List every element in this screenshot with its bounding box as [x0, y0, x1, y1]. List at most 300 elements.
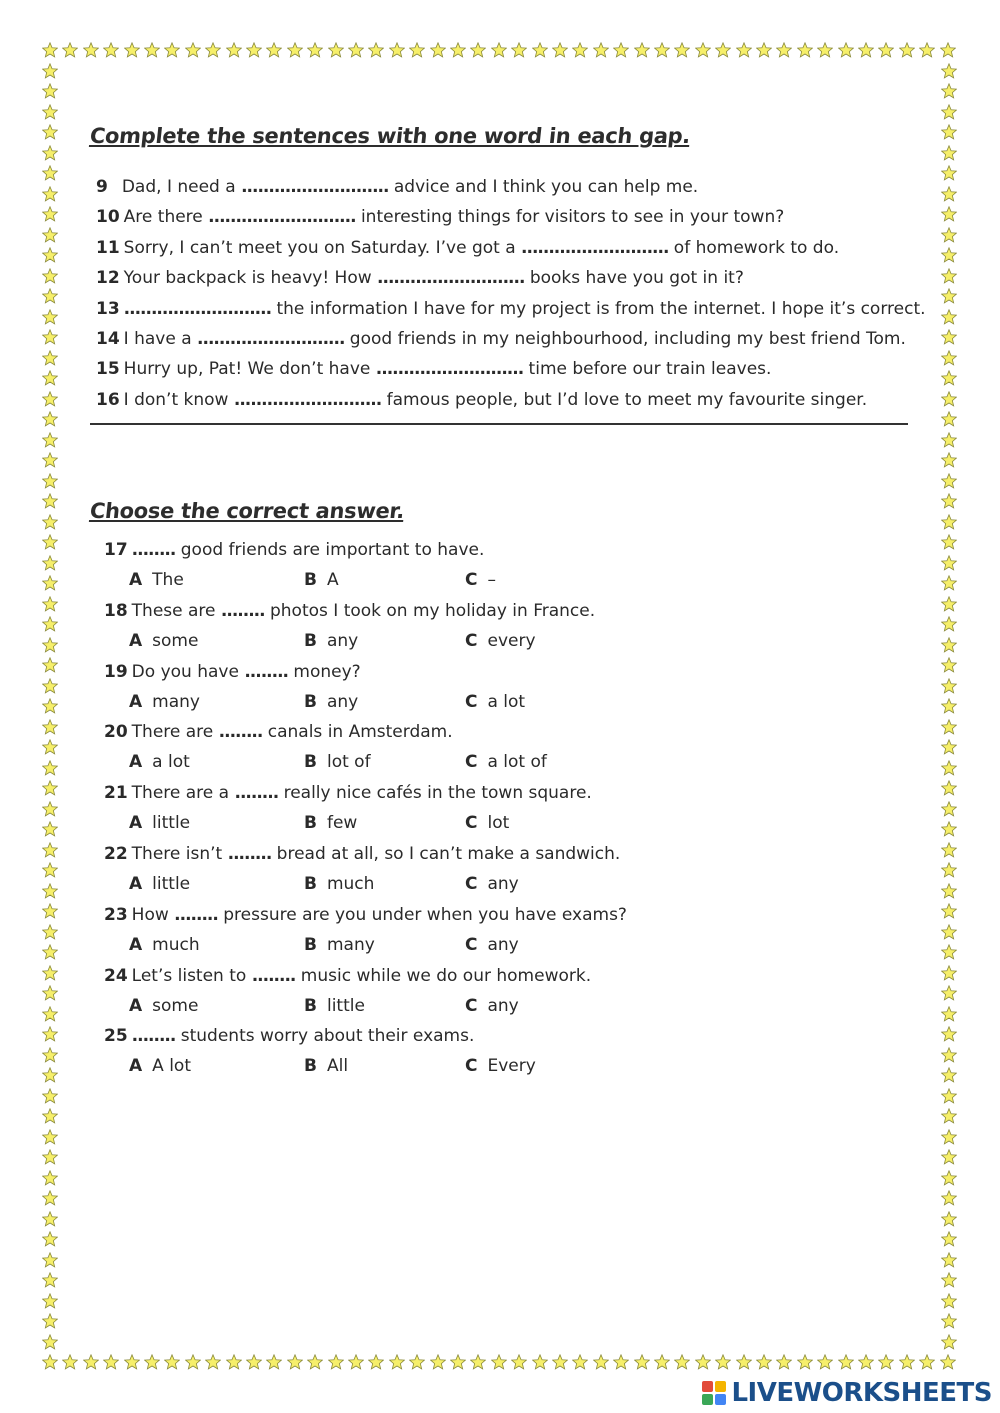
border-star-icon	[572, 42, 588, 58]
border-star-icon	[941, 719, 957, 735]
border-star-icon	[613, 42, 629, 58]
option-b[interactable]	[304, 569, 339, 591]
option-text: many	[326, 934, 375, 955]
sentence-item	[96, 206, 784, 228]
option-text: many	[152, 691, 200, 712]
option-text: a lot	[152, 752, 190, 773]
border-star-icon	[42, 575, 58, 591]
option-letter: B	[304, 1056, 317, 1077]
border-star-icon	[430, 42, 446, 58]
border-star-icon	[941, 165, 957, 181]
border-star-icon	[532, 42, 548, 58]
border-star-icon	[42, 1354, 58, 1370]
question-after: students worry about their exams.	[175, 1026, 475, 1047]
border-star-icon	[164, 1354, 180, 1370]
border-star-icon	[62, 42, 78, 58]
answer-gap: ........	[131, 540, 176, 560]
border-star-icon	[103, 42, 119, 58]
border-star-icon	[941, 247, 957, 263]
border-star-icon	[42, 63, 58, 79]
question-number: 22	[104, 844, 128, 864]
border-star-icon	[42, 83, 58, 99]
border-star-icon	[42, 473, 58, 489]
border-star-icon	[42, 411, 58, 427]
question-after: good friends are important to have.	[175, 540, 485, 560]
border-star-icon	[674, 42, 690, 58]
option-letter: B	[304, 570, 317, 590]
brand-footer	[701, 1377, 992, 1409]
border-star-icon	[817, 1354, 833, 1370]
option-text: A	[326, 570, 339, 590]
option-c[interactable]	[465, 995, 519, 1017]
option-text: a lot of	[487, 752, 547, 773]
border-star-icon	[42, 657, 58, 673]
border-star-icon	[103, 1354, 119, 1370]
sentence-item	[96, 298, 926, 320]
sentence-after: the information I have for my project is from the internet. I hope it’s correct.	[271, 298, 926, 319]
border-star-icon	[42, 1088, 58, 1104]
sentence-after: time before our train leaves.	[523, 359, 772, 380]
answer-gap[interactable]: ...........................	[208, 207, 356, 228]
border-star-icon	[42, 780, 58, 796]
border-star-icon	[389, 1354, 405, 1370]
border-star-icon	[307, 1354, 323, 1370]
question-after: really nice cafés in the town square.	[278, 783, 592, 804]
border-star-icon	[941, 227, 957, 243]
border-star-icon	[124, 1354, 140, 1370]
section2-heading: Choose the correct answer.	[88, 499, 406, 523]
option-text: much	[152, 934, 200, 955]
border-star-icon	[42, 288, 58, 304]
border-star-icon	[42, 1047, 58, 1063]
option-text: some	[152, 995, 199, 1016]
border-star-icon	[42, 1231, 58, 1247]
border-star-icon	[941, 944, 957, 960]
option-letter: A	[129, 570, 143, 590]
answer-gap: ........	[251, 965, 296, 986]
border-star-icon	[797, 42, 813, 58]
border-star-icon	[144, 1354, 160, 1370]
option-letter: B	[304, 691, 317, 712]
option-text: little	[152, 874, 191, 894]
sentence-number: 16	[96, 389, 120, 410]
border-star-icon	[42, 862, 58, 878]
question-before: Let’s listen to	[131, 965, 252, 986]
border-star-icon	[42, 514, 58, 530]
question-before: How	[131, 904, 175, 925]
question-item	[104, 661, 361, 683]
border-star-icon	[246, 1354, 262, 1370]
border-star-icon	[42, 309, 58, 325]
question-number: 19	[104, 661, 128, 682]
option-b[interactable]	[304, 995, 365, 1017]
border-star-icon	[941, 739, 957, 755]
border-star-icon	[941, 534, 957, 550]
border-star-icon	[42, 1334, 58, 1350]
border-star-icon	[941, 1272, 957, 1288]
border-star-icon	[42, 1293, 58, 1309]
border-star-icon	[42, 1026, 58, 1042]
option-c[interactable]	[465, 691, 525, 713]
answer-gap: ........	[227, 844, 272, 864]
sentence-before: I have a	[123, 329, 198, 349]
border-star-icon	[42, 391, 58, 407]
section1-heading: Complete the sentences with one word in each gap.	[88, 124, 692, 148]
border-star-icon	[941, 596, 957, 612]
border-star-icon	[941, 842, 957, 858]
border-star-icon	[42, 1313, 58, 1329]
option-text: –	[487, 570, 496, 590]
border-star-icon	[491, 42, 507, 58]
question-before: There are	[131, 722, 219, 743]
border-star-icon	[941, 801, 957, 817]
border-star-icon	[941, 1190, 957, 1206]
question-number: 21	[104, 783, 128, 804]
border-star-icon	[940, 1354, 956, 1370]
option-letter: B	[304, 752, 317, 773]
sentence-item	[96, 237, 839, 259]
sentence-item	[96, 176, 698, 198]
border-star-icon	[409, 1354, 425, 1370]
option-c[interactable]	[465, 569, 496, 591]
sentence-after: advice and I think you can help me.	[388, 177, 699, 197]
border-star-icon	[42, 698, 58, 714]
border-star-icon	[941, 862, 957, 878]
brand-name: LIVEWORKSHEETS	[731, 1378, 992, 1408]
question-item	[104, 721, 453, 743]
option-letter: C	[465, 630, 478, 651]
option-text: A lot	[152, 1056, 191, 1077]
option-text: All	[326, 1056, 349, 1077]
border-star-icon	[532, 1354, 548, 1370]
option-letter: C	[465, 691, 478, 712]
border-star-icon	[941, 1313, 957, 1329]
border-star-icon	[42, 370, 58, 386]
border-star-icon	[817, 42, 833, 58]
border-star-icon	[42, 985, 58, 1001]
option-letter: C	[465, 934, 478, 955]
question-before: Do you have	[131, 661, 245, 682]
option-letter: C	[465, 752, 478, 773]
border-star-icon	[941, 1006, 957, 1022]
border-star-icon	[552, 42, 568, 58]
border-star-icon	[368, 1354, 384, 1370]
border-star-icon	[164, 42, 180, 58]
sentence-before: Sorry, I can’t meet you on Saturday. I’ve got a	[123, 237, 522, 258]
option-a[interactable]	[129, 751, 190, 773]
option-letter: A	[129, 691, 143, 712]
border-star-icon	[634, 1354, 650, 1370]
border-star-icon	[941, 678, 957, 694]
border-star-icon	[42, 206, 58, 222]
sentence-number: 14	[96, 329, 120, 349]
option-letter: B	[304, 874, 317, 894]
border-star-icon	[941, 821, 957, 837]
option-c[interactable]	[465, 1055, 536, 1077]
border-star-icon	[838, 1354, 854, 1370]
border-star-icon	[83, 1354, 99, 1370]
option-text: The	[152, 570, 184, 590]
border-star-icon	[328, 1354, 344, 1370]
answer-gap[interactable]: ...........................	[123, 298, 272, 319]
question-before: There isn’t	[131, 844, 228, 864]
option-a[interactable]	[129, 873, 190, 895]
sentence-after: famous people, but I’d love to meet my favourite singer.	[381, 389, 868, 410]
border-star-icon	[226, 42, 242, 58]
answer-gap: ........	[234, 783, 279, 804]
option-c[interactable]	[465, 630, 536, 652]
border-star-icon	[899, 1354, 915, 1370]
question-after: photos I took on my holiday in France.	[264, 600, 596, 621]
border-star-icon	[941, 350, 957, 366]
border-star-icon	[941, 1170, 957, 1186]
option-text: little	[326, 995, 365, 1016]
border-star-icon	[42, 186, 58, 202]
question-after: music while we do our homework.	[295, 965, 592, 986]
sentence-after: of homework to do.	[668, 237, 840, 258]
option-letter: A	[129, 874, 143, 894]
border-star-icon	[572, 1354, 588, 1370]
question-number: 25	[104, 1026, 128, 1047]
sentence-after: good friends in my neighbourhood, including my best friend Tom.	[344, 329, 906, 349]
border-star-icon	[941, 760, 957, 776]
border-star-icon	[42, 124, 58, 140]
border-star-icon	[776, 1354, 792, 1370]
sentence-number: 11	[96, 237, 120, 258]
option-text: any	[326, 630, 359, 651]
option-letter: C	[465, 570, 478, 590]
answer-gap: ........	[220, 600, 265, 621]
border-star-icon	[348, 42, 364, 58]
border-star-icon	[878, 42, 894, 58]
border-star-icon	[42, 227, 58, 243]
border-star-icon	[941, 1088, 957, 1104]
border-star-icon	[878, 1354, 894, 1370]
border-star-icon	[42, 268, 58, 284]
border-star-icon	[941, 698, 957, 714]
border-star-icon	[941, 83, 957, 99]
option-b[interactable]	[304, 1055, 348, 1077]
border-star-icon	[42, 637, 58, 653]
border-star-icon	[185, 42, 201, 58]
border-star-icon	[42, 739, 58, 755]
section-divider	[90, 423, 908, 425]
option-letter: C	[465, 1056, 478, 1077]
border-star-icon	[941, 493, 957, 509]
option-a[interactable]	[129, 630, 198, 652]
border-star-icon	[42, 883, 58, 899]
option-a[interactable]	[129, 995, 198, 1017]
question-number: 23	[104, 904, 128, 925]
border-star-icon	[941, 637, 957, 653]
option-text: some	[152, 630, 199, 651]
option-text: much	[326, 874, 375, 894]
option-c[interactable]	[465, 873, 519, 895]
question-after: money?	[288, 661, 361, 682]
option-text: Every	[487, 1056, 536, 1077]
border-star-icon	[941, 657, 957, 673]
question-item	[104, 782, 592, 804]
border-star-icon	[266, 1354, 282, 1370]
border-star-icon	[42, 1252, 58, 1268]
sentence-before: Are there	[123, 207, 209, 228]
option-letter: C	[465, 813, 478, 834]
option-text: every	[487, 630, 536, 651]
border-star-icon	[941, 555, 957, 571]
option-text: any	[326, 691, 359, 712]
border-star-icon	[674, 1354, 690, 1370]
border-star-icon	[42, 165, 58, 181]
border-star-icon	[941, 616, 957, 632]
border-star-icon	[185, 1354, 201, 1370]
border-star-icon	[42, 1211, 58, 1227]
border-star-icon	[450, 1354, 466, 1370]
border-star-icon	[42, 555, 58, 571]
sentence-number: 12	[96, 268, 120, 289]
border-star-icon	[226, 1354, 242, 1370]
border-star-icon	[858, 1354, 874, 1370]
sentence-number: 9	[96, 177, 108, 197]
border-star-icon	[430, 1354, 446, 1370]
border-star-icon	[42, 104, 58, 120]
border-star-icon	[941, 452, 957, 468]
border-star-icon	[941, 575, 957, 591]
question-number: 18	[104, 600, 128, 621]
border-star-icon	[450, 42, 466, 58]
sentence-item	[96, 389, 867, 411]
border-star-icon	[205, 1354, 221, 1370]
border-star-icon	[941, 1211, 957, 1227]
border-star-icon	[941, 514, 957, 530]
answer-gap: ........	[244, 661, 288, 682]
border-star-icon	[246, 42, 262, 58]
border-star-icon	[941, 1334, 957, 1350]
sentence-number: 10	[96, 207, 120, 228]
question-item	[104, 904, 627, 926]
border-star-icon	[941, 309, 957, 325]
border-star-icon	[389, 42, 405, 58]
border-star-icon	[42, 944, 58, 960]
border-star-icon	[266, 42, 282, 58]
option-letter: B	[304, 630, 317, 651]
border-star-icon	[695, 42, 711, 58]
question-number: 24	[104, 965, 128, 986]
question-item	[104, 843, 620, 865]
option-a[interactable]	[129, 1055, 191, 1077]
border-star-icon	[941, 883, 957, 899]
border-star-icon	[42, 821, 58, 837]
border-star-icon	[42, 719, 58, 735]
option-letter: A	[129, 752, 143, 773]
answer-gap[interactable]: ...........................	[377, 268, 525, 289]
border-star-icon	[941, 391, 957, 407]
option-letter: A	[129, 934, 143, 955]
question-before: These are	[131, 600, 221, 621]
sentence-after: interesting things for visitors to see in your town?	[355, 207, 785, 228]
sentence-after: books have you got in it?	[524, 268, 744, 289]
border-star-icon	[941, 145, 957, 161]
option-text: a lot	[487, 691, 526, 712]
border-star-icon	[42, 1149, 58, 1165]
option-b[interactable]	[304, 812, 357, 834]
option-b[interactable]	[304, 873, 374, 895]
question-item	[104, 539, 484, 561]
border-star-icon	[42, 452, 58, 468]
border-star-icon	[941, 924, 957, 940]
border-star-icon	[919, 1354, 935, 1370]
option-b[interactable]	[304, 751, 371, 773]
option-a[interactable]	[129, 569, 184, 591]
border-star-icon	[613, 1354, 629, 1370]
border-star-icon	[328, 42, 344, 58]
border-star-icon	[42, 678, 58, 694]
question-number: 20	[104, 722, 128, 743]
option-c[interactable]	[465, 812, 509, 834]
border-star-icon	[124, 42, 140, 58]
border-star-icon	[941, 1129, 957, 1145]
answer-gap[interactable]: ...........................	[241, 177, 389, 197]
border-star-icon	[144, 42, 160, 58]
border-star-icon	[941, 104, 957, 120]
option-text: few	[326, 813, 358, 834]
option-letter: C	[465, 874, 478, 894]
border-star-icon	[42, 616, 58, 632]
sentence-before: Dad, I need a	[121, 177, 242, 197]
border-star-icon	[858, 42, 874, 58]
option-letter: B	[304, 995, 317, 1016]
option-a[interactable]	[129, 812, 190, 834]
border-star-icon	[941, 329, 957, 345]
border-star-icon	[42, 1108, 58, 1124]
option-b[interactable]	[304, 691, 358, 713]
sentence-before: Your backpack is heavy! How	[123, 268, 378, 289]
border-star-icon	[715, 1354, 731, 1370]
border-star-icon	[654, 1354, 670, 1370]
border-star-icon	[470, 42, 486, 58]
option-c[interactable]	[465, 751, 547, 773]
border-star-icon	[797, 1354, 813, 1370]
option-b[interactable]	[304, 934, 375, 956]
answer-gap[interactable]: ...........................	[375, 359, 524, 380]
option-a[interactable]	[129, 934, 200, 956]
border-star-icon	[593, 42, 609, 58]
border-star-icon	[941, 288, 957, 304]
border-star-icon	[42, 760, 58, 776]
answer-gap[interactable]: ...........................	[521, 237, 669, 258]
border-star-icon	[941, 1293, 957, 1309]
border-star-icon	[42, 1170, 58, 1186]
option-a[interactable]	[129, 691, 200, 713]
border-star-icon	[941, 432, 957, 448]
option-c[interactable]	[465, 934, 519, 956]
sentence-item	[96, 328, 906, 350]
border-star-icon	[593, 1354, 609, 1370]
border-star-icon	[42, 1129, 58, 1145]
border-star-icon	[941, 985, 957, 1001]
option-b[interactable]	[304, 630, 358, 652]
border-star-icon	[941, 1252, 957, 1268]
border-star-icon	[919, 42, 935, 58]
sentence-item	[96, 267, 744, 289]
border-star-icon	[42, 801, 58, 817]
border-star-icon	[736, 42, 752, 58]
border-star-icon	[42, 247, 58, 263]
border-star-icon	[42, 596, 58, 612]
sentence-number: 13	[96, 298, 120, 319]
answer-gap[interactable]: ...........................	[197, 329, 345, 349]
option-letter: B	[304, 813, 317, 834]
answer-gap[interactable]: ...........................	[233, 389, 382, 410]
